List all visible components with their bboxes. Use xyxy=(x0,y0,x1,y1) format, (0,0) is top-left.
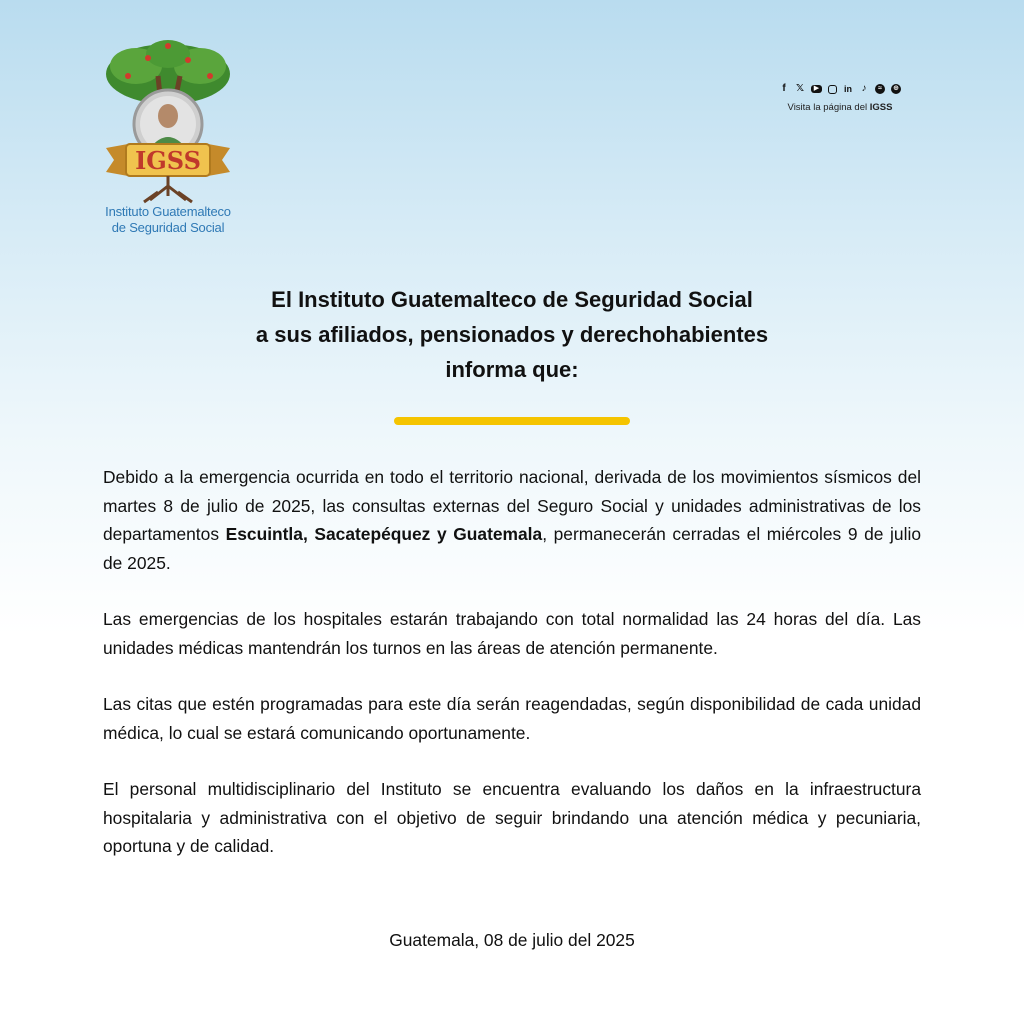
headline xyxy=(112,282,912,387)
social-caption-prefix: Visita la página del xyxy=(787,102,870,113)
paragraph-appointments: Las citas que estén programadas para este día serán reagendadas, según disponibilidad de cada unidad médica, lo cual se estará comunicando oportunamente. xyxy=(103,694,921,743)
paragraph-emergencies: Las emergencias de los hospitales estarán trabajando con total normalidad las 24 horas del día. Las unidades médicas mantendrán los turnos en las áreas de atención permanente. xyxy=(103,609,921,658)
logo-caption-line1: Instituto Guatemalteco xyxy=(105,204,231,219)
facebook-icon[interactable]: f xyxy=(782,83,786,94)
headline-line3: informa que: xyxy=(445,357,579,382)
youtube-icon[interactable]: ▶ xyxy=(811,85,822,93)
social-links xyxy=(740,82,940,113)
accent-divider xyxy=(394,417,630,425)
spotify-icon[interactable]: ≈ xyxy=(875,84,885,94)
logo-emblem-text: IGSS xyxy=(135,146,201,175)
logo-caption xyxy=(88,204,248,236)
x-icon[interactable]: 𝕏 xyxy=(795,83,805,94)
paragraph-closure-end: , permanecerán cerradas el miércoles 9 de julio de 2025. xyxy=(103,524,921,573)
linkedin-icon[interactable]: in xyxy=(844,84,852,94)
social-icons-row xyxy=(740,82,940,96)
paragraph-evaluation: El personal multidisciplinario del Instituto se encuentra evaluando los daños en la infraestructura hospitalaria y administrativa con el objetivo de seguir brindando una atención médica y pecuniaria, oportuna y de calidad. xyxy=(103,779,921,856)
instagram-icon[interactable] xyxy=(828,85,837,94)
social-caption xyxy=(740,102,940,113)
paragraph-closure-departments: Escuintla, Sacatepéquez y Guatemala xyxy=(225,524,543,544)
notice-body xyxy=(103,463,921,889)
igss-logo xyxy=(88,36,248,241)
paragraph-closure xyxy=(103,463,921,577)
logo-caption-line2: de Seguridad Social xyxy=(111,220,225,235)
paragraph-closure-start: Debido a la emergencia ocurrida en todo el territorio nacional, derivada de los movimientos sísmicos del martes 8 de julio de 2025, las consultas externas del Seguro Social y unidades administrativas de los departamentos xyxy=(103,467,921,544)
tiktok-icon[interactable]: ♪ xyxy=(861,83,867,94)
social-caption-bold: IGSS xyxy=(869,102,893,113)
dateline: Guatemala, 08 de julio del 2025 xyxy=(389,930,635,950)
web-icon[interactable]: ⊕ xyxy=(891,84,901,94)
headline-line2: a sus afiliados, pensionados y derechohabientes xyxy=(255,322,769,347)
igss-emblem-icon xyxy=(88,36,248,206)
headline-line1: El Instituto Guatemalteco de Seguridad Social xyxy=(271,287,753,312)
